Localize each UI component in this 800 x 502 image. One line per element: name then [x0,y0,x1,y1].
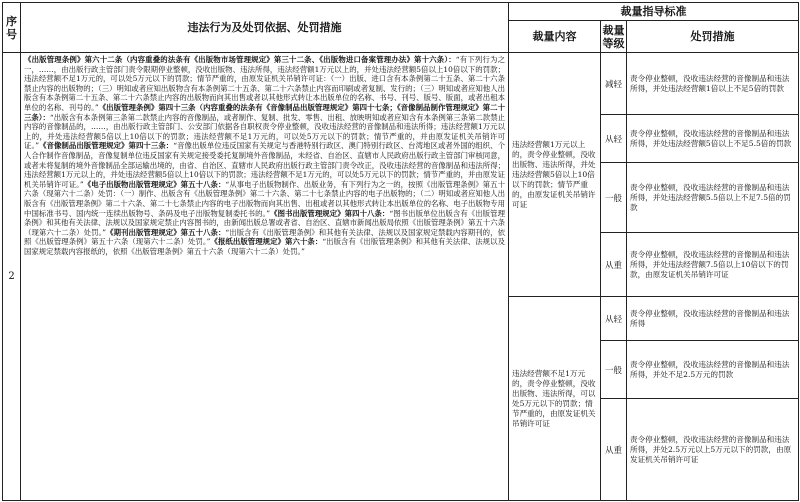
level-label: 一般 [601,341,627,399]
measure-text: 责令停业整顿，没收违法经营的音像制品和违法所得，并处不足2.5万元的罚款 [627,341,799,399]
level-label: 从轻 [601,115,627,163]
measure-text: 责令停业整顿，没收违法经营的音像制品和违法所得，并处违法经营额7.5倍以上10倍以下的罚款，由原发证机关吊销许可证 [627,233,799,297]
measure-text: 责令停业整顿，没收违法经营的音像制品和违法所得，并处违法经营额5倍以上不足5.5倍的罚款 [627,115,799,163]
law-citation: 《出版管理条例》第六十二条（内容重叠的法条有《出版物市场管理规定》第三十二条、《出版物进口备案管理办法》第十六条）： [24,55,456,64]
level-label: 从重 [601,233,627,297]
measure-text: 责令停业整顿，没收违法经营的音像制品和违法所得，并处违法经营额1倍以上不足5倍的罚款 [627,53,799,115]
law-text: “出版含有本条例第三条第二款禁止内容的音像制品，或者制作、复制、批发、零售、出租、放映明知或者应知含有本条例第三条第二款禁止内容的音像制品的，……，由出版行政主管部门、公安部门依据各自职权责令停业整顿，没收违法经营的音像制品和违法所得；违法经营额1万元以上的，并处违法经营额5倍以上10倍以下的罚款；违法经营额不足1万元的，可以处5万元以下的罚款；情节严重的，并由原发证机关吊销许可证。” [24,112,505,151]
header-level: 裁量等级 [601,21,627,53]
measure-text: 责令停业整顿，没收违法经营的音像制品和违法所得 [627,297,799,341]
level-label: 一般 [601,163,627,233]
law-citation: 《电子出版物出版管理规定》第五十八条： [83,179,226,189]
law-text: “有下列行为之一，……，由出版行政主管部门责令限期停业整顿，没收出版物、违法所得，违法经营额1万元以上的，并处违法经营额5倍以上10倍以下的罚款；违法经营额不足1万元的，可以处5万元以下的罚款；情节严重的，由原发证机关吊销许可证：（一）出版、进口含有本条例第二十五条、第二十六条禁止内容的出版物的；（三）明知或者应知出版物含有本条例第二十五条、第二十六条禁止内容而印刷或者复制、发行的；（三）明知或者应知他人出版含有本条例第二十五条、第二十六条禁止内容的出版物而向其出售或者以其他形式转让本出版单位的名称、书号、刊号、版号、版面，或者出租本单位的名称、刊号的。” [24,55,506,112]
law-citation: 《音像制品出版管理规定》第四十三条： [39,141,174,151]
law-citation: 《出版管理条例》第四十三条（内容重叠的法条有《音像制品出版管理规定》第四十七条；《音像制品制作管理规定》第二十三条）： [24,102,505,122]
law-text: “图书出版单位出版含有《出版管理条例》和其他有关法律、法规以及国家规定禁止内容图书的，由新闻出版总署或者省、自治区、直辖市新闻出版局依照《出版管理条例》第五十六条（现第六十二条）处罚。” [24,208,505,237]
header-standard: 裁量指导标准 [509,3,799,21]
header-measure: 处罚措施 [627,21,799,53]
law-citation: 《图书出版管理规定》第四十八条： [270,208,390,218]
header-seq: 序号 [3,3,21,53]
level-label: 从重 [601,399,627,501]
row-seq: 2 [3,53,21,501]
penalty-table [2,2,799,501]
header-content: 裁量内容 [509,21,601,53]
measure-text: 责令停业整顿，没收违法经营的音像制品和违法所得，并处违法经营额5.5倍以上不足7.5倍的罚款 [627,163,799,233]
content-group-1: 违法经营额1万元以上的，责令停业整顿，没收出版物、违法所得，并处违法经营额5倍以上10倍以下的罚款；情节严重的，由原发证机关吊销许可证 [509,53,601,297]
law-text: “从事电子出版物制作、出版业务，有下列行为之一的，按照《出版管理条例》第五十六条（现第六十二条）处罚：（一）制作、出版含有《出版管理条例》第二十六条、第二十七条禁止内容的电子出版物的；（二）明知或者应知他人出版含有《出版管理条例》第二十六条、第二十七条禁止内容的电子出版物而向其出售、出租或者以其他形式转让本出版单位的名称、电子出版物专用中国标准书号、国内统一连续出版物号、条码及电子出版物复制委托书的。” [24,179,505,218]
law-text: “出版含有《出版管理条例》和其他有关法律、法规以及国家规定禁载内容期刊的，依照《出版管理条例》第五十六条（现第六十二条）处罚。” [24,227,505,247]
level-label: 减轻 [601,53,627,115]
law-text: “出版含有《出版管理条例》和其他有关法律、法规以及国家规定禁载内容报纸的，依照《出版管理条例》第五十六条（现第六十二条）处罚。” [24,237,505,256]
header-basis: 违法行为及处罚依据、处罚措施 [21,3,509,53]
law-text: “音像出版单位违反国家有关规定与香港特别行政区、澳门特别行政区、台湾地区或者外国的组织、个人合作制作音像制品，音像复制单位违反国家有关规定接受委托复制境外音像制品，未经省、自治区、直辖市人民政府出版行政主管部门审核同意，或者未将复制的境外音像制品全部运输出境的，由省、自治区、直辖市人民政府出版行政主管部门责令改正，没收违法经营的音像制品和违法所得；违法经营额1万元以上的，并处违法经营额5倍以上10倍以下的罚款；违法经营额不足1万元的，可以处5万元以下的罚款；情节严重的，并由原发证机关吊销许可证。” [24,141,505,189]
level-label: 从轻 [601,297,627,341]
law-citation: 《报纸出版管理规定》第六十条： [210,237,323,247]
law-citation: 《期刊出版管理规定》第五十八条： [106,227,226,237]
measure-text: 责令停业整顿，没收违法经营的音像制品和违法所得，并处2.5万元以上5万元以下的罚款，由原发证机关吊销许可证 [627,399,799,501]
basis-text [21,53,509,501]
content-group-2: 违法经营额不足1万元的，责令停业整顿，没收出版物、违法所得，可以处5万元以下的罚款；情节严重的，由原发证机关吊销许可证 [509,297,601,501]
